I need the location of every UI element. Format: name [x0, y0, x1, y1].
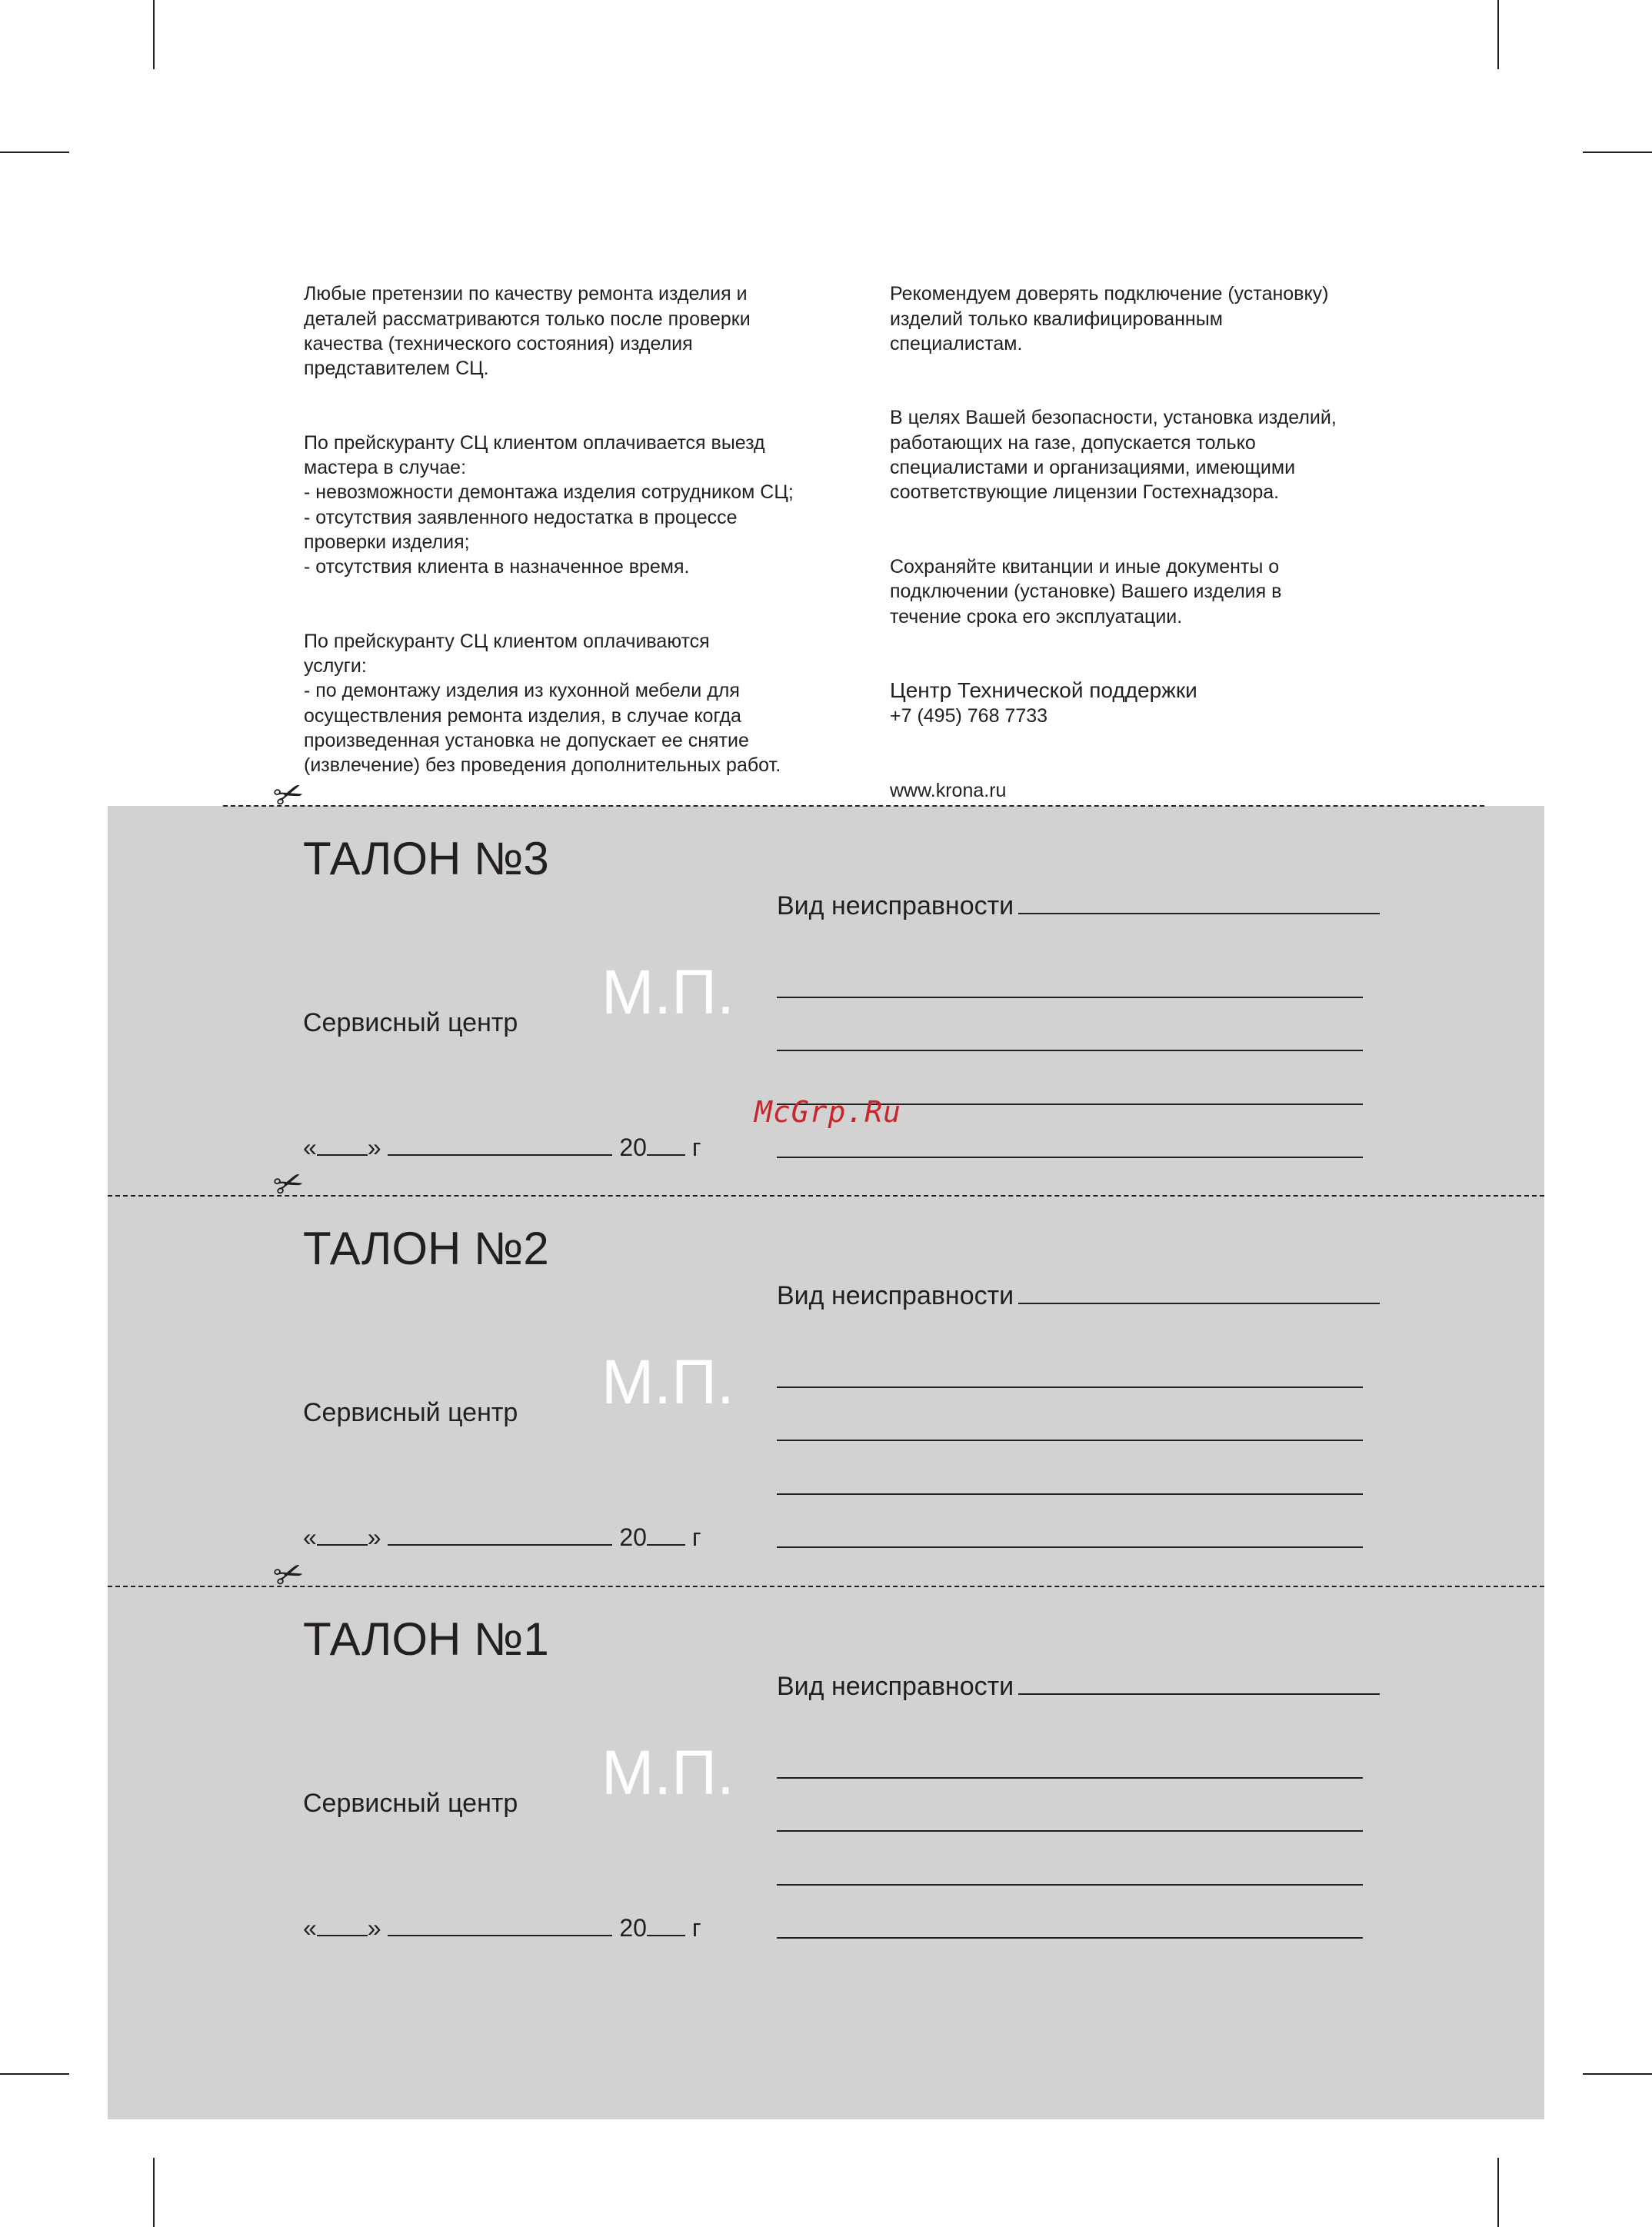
coupon-3 — [0, 807, 1652, 1198]
website-link[interactable]: www.krona.ru — [890, 780, 1007, 802]
date-field[interactable]: « » 20 г — [303, 1914, 701, 1942]
crop-mark — [153, 0, 155, 69]
fault-type-underline — [1018, 1673, 1380, 1695]
info-paragraph: В целях Вашей безопасности, установка изделий, работающих на газе, допускается только специалистами и организациями, имеющими соответствующие лицензии Гостехнадзора. — [890, 407, 1337, 504]
fault-type-underline — [1018, 1283, 1380, 1304]
fault-line[interactable] — [777, 1050, 1363, 1051]
fault-type-underline — [1018, 893, 1380, 914]
info-paragraph: По прейскуранту СЦ клиентом оплачивается выезд мастера в случае: - невозможности демонтажа изделия сотрудником СЦ; - отсутствия заявленного недостатка в процессе проверки изделия; - отсутствия клиента в назначенное время. — [304, 431, 794, 578]
fault-line[interactable] — [777, 1546, 1363, 1548]
service-center-label: Сервисный центр — [303, 1008, 518, 1037]
crop-mark — [0, 151, 69, 153]
fault-line[interactable] — [777, 1884, 1363, 1886]
stamp-placeholder: М.П. — [601, 957, 734, 1027]
fault-type-field[interactable] — [777, 1671, 1380, 1702]
watermark: McGrp.Ru — [754, 1095, 902, 1129]
fault-line[interactable] — [777, 1830, 1363, 1832]
info-left-column — [304, 257, 811, 827]
date-field[interactable]: « » 20 г — [303, 1523, 701, 1551]
service-center-label: Сервисный центр — [303, 1789, 518, 1818]
scissors-icon: ✂ — [268, 1160, 309, 1207]
crop-mark — [1583, 151, 1652, 153]
info-paragraph: Сохраняйте квитанции и иные документы о подключении (установке) Вашего изделия в течение срока его эксплуатации. — [890, 555, 1282, 627]
scissors-icon: ✂ — [268, 1550, 309, 1598]
info-right-column — [890, 257, 1382, 853]
fault-line[interactable] — [777, 1777, 1363, 1779]
crop-mark — [1497, 0, 1499, 69]
coupon-1 — [0, 1588, 1652, 1979]
fault-line[interactable] — [777, 1937, 1363, 1939]
fault-line[interactable] — [777, 1493, 1363, 1495]
support-phone: +7 (495) 768 7733 — [890, 705, 1048, 727]
fault-type-label: Вид неисправности — [777, 1281, 1014, 1310]
stamp-placeholder: М.П. — [601, 1347, 734, 1417]
fault-line[interactable] — [777, 1440, 1363, 1441]
info-paragraph: По прейскуранту СЦ клиентом оплачиваются услуги: - по демонтажу изделия из кухонной мебели для осуществления ремонта изделия, в случае когда произведенная установка не допускает ее снятие (извлечение) без проведения дополнительных работ. — [304, 630, 781, 777]
scissors-icon: ✂ — [268, 771, 309, 818]
coupon-2 — [0, 1197, 1652, 1588]
fault-type-field[interactable] — [777, 890, 1380, 921]
fault-line[interactable] — [777, 997, 1363, 998]
info-paragraph: Рекомендуем доверять подключение (установку) изделий только квалифицированным специалистам. — [890, 283, 1329, 355]
crop-mark — [1497, 2158, 1499, 2227]
date-field[interactable]: « » 20 г — [303, 1133, 701, 1161]
coupon-title: ТАЛОН №2 — [303, 1223, 549, 1274]
fault-type-label: Вид неисправности — [777, 891, 1014, 920]
support-block — [890, 678, 1382, 729]
support-title: Центр Технической поддержки — [890, 678, 1197, 703]
fault-type-label: Вид неисправности — [777, 1672, 1014, 1701]
fault-line[interactable] — [777, 1157, 1363, 1158]
cut-line — [223, 805, 1484, 807]
service-center-label: Сервисный центр — [303, 1398, 518, 1427]
crop-mark — [1583, 2073, 1652, 2075]
stamp-placeholder: М.П. — [601, 1738, 734, 1808]
coupon-title: ТАЛОН №1 — [303, 1613, 549, 1665]
crop-mark — [153, 2158, 155, 2227]
coupon-title: ТАЛОН №3 — [303, 833, 549, 884]
fault-line[interactable] — [777, 1386, 1363, 1388]
crop-mark — [0, 2073, 69, 2075]
fault-type-field[interactable] — [777, 1280, 1380, 1311]
info-paragraph: Любые претензии по качеству ремонта изделия и деталей рассматриваются только после проверки качества (технического состояния) изделия представителем СЦ. — [304, 283, 751, 380]
